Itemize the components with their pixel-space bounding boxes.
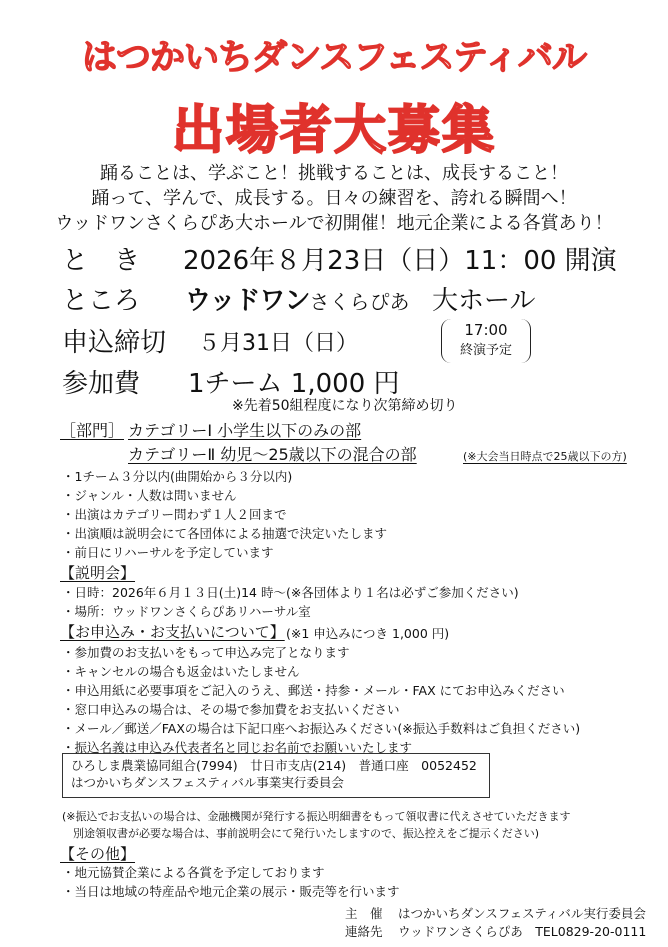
where-label: ところ	[62, 286, 141, 316]
application-item-3: ・申込用紙に必要事項をご記入のうえ、郵送・持参・メール・FAX にてお申込みください	[62, 683, 565, 698]
briefing-item-2: ・場所：ウッドワンさくらぴあリハーサル室	[62, 604, 311, 619]
deadline-label: 申込締切	[62, 328, 167, 358]
rule-2: ・ジャンル・人数は問いません	[62, 488, 237, 503]
when-label: と き	[62, 246, 141, 276]
division-2: カテゴリーⅡ 幼児～25歳以下の混合の部	[128, 445, 417, 464]
other-heading: 【その他】	[60, 845, 136, 863]
end-time-box	[441, 319, 531, 363]
application-item-6: ・振込名義は申込み代表者名と同じお名前でお願いいたします	[62, 740, 413, 755]
briefing-item-1: ・日時：2026年６月１３日(土)14 時～(※各団体より１名は必ずご参加ください)	[62, 585, 519, 600]
application-item-1: ・参加費のお支払いをもって申込み完了となります	[62, 645, 350, 660]
intro-line-1: 踊ることは、学ぶこと！挑戦することは、成長すること！	[100, 163, 568, 184]
venue-logo-sub: さくらぴあ	[309, 290, 410, 314]
rule-5: ・前日にリハーサルを予定しています	[62, 545, 274, 560]
headline: 出場者大募集	[171, 100, 496, 161]
division-2-note: (※大会当日時点で25歳以下の方)	[463, 450, 627, 463]
fee-value: 1チーム 1,000 円	[188, 369, 400, 399]
contact: ウッドワンさくらぴあ TEL0829-20-0111	[398, 924, 647, 939]
rule-3: ・出演はカテゴリー問わず１人２回まで	[62, 507, 287, 522]
other-item-1: ・地元協賛企業による各賞を予定しております	[62, 865, 325, 880]
divisions-label: ［部門］	[60, 421, 125, 440]
fee-label: 参加費	[62, 369, 141, 399]
deadline-value: ５月31日（日）	[198, 331, 358, 356]
end-time: 17:00	[464, 321, 508, 339]
end-time-note: 終演予定	[459, 343, 512, 358]
division-1: カテゴリーⅠ 小学生以下のみの部	[128, 421, 362, 440]
organizer-label: 主 催	[345, 906, 383, 921]
bank-account-box	[62, 753, 490, 798]
rule-4: ・出演順は説明会にて各団体による抽選で決定いたします	[62, 526, 388, 541]
application-heading: 【お申込み・お支払いについて】	[60, 623, 285, 641]
application-item-5: ・メール／郵送／FAXの場合は下記口座へお振込みください(※振込手数料はご負担ください)	[62, 721, 581, 736]
hall-name: 大ホール	[432, 286, 536, 316]
application-item-4: ・窓口申込みの場合は、その場で参加費をお支払いください	[62, 702, 400, 717]
intro-line-3: ウッドワンさくらぴあ大ホールで初開催！地元企業による各賞あり！	[55, 213, 613, 234]
other-item-2: ・当日は地域の特産品や地元企業の展示・販売等を行います	[62, 884, 400, 899]
application-item-2: ・キャンセルの場合も返金はいたしません	[62, 664, 300, 679]
venue-logo	[185, 280, 409, 317]
receipt-note-2: 別途領収書が必要な場合は、事前説明会にて発行いたしますので、振込控えをご提示ください)	[62, 827, 540, 840]
when-value: 2026年８月23日（日）11：00 開演	[183, 246, 617, 276]
application-heading-note: (※1 申込みにつき 1,000 円)	[286, 626, 450, 641]
rule-1: ・1チーム３分以内(曲開始から３分以内)	[62, 469, 293, 484]
contact-label: 連絡先	[345, 924, 383, 939]
organizer: はつかいちダンスフェスティバル実行委員会	[398, 906, 646, 921]
briefing-heading: 【説明会】	[60, 564, 136, 582]
fee-note: ※先着50組程度になり次第締め切り	[232, 398, 458, 414]
receipt-note-1: (※振込でお支払いの場合は、金融機関が発行する振込明細書をもって領収書に代えさせていただきます	[62, 810, 571, 823]
event-title: はつかいちダンスフェスティバル	[81, 37, 587, 78]
venue-logo-main: ウッドワン	[185, 286, 310, 316]
bank-account-line-2: はつかいちダンスフェスティバル事業実行委員会	[71, 775, 344, 790]
bank-account-line-1: ひろしま農業協同組合(7994) 廿日市支店(214) 普通口座 0052452	[71, 758, 477, 773]
intro-line-2: 踊って、学んで、成長する。日々の練習を、誇れる瞬間へ！	[91, 188, 577, 209]
